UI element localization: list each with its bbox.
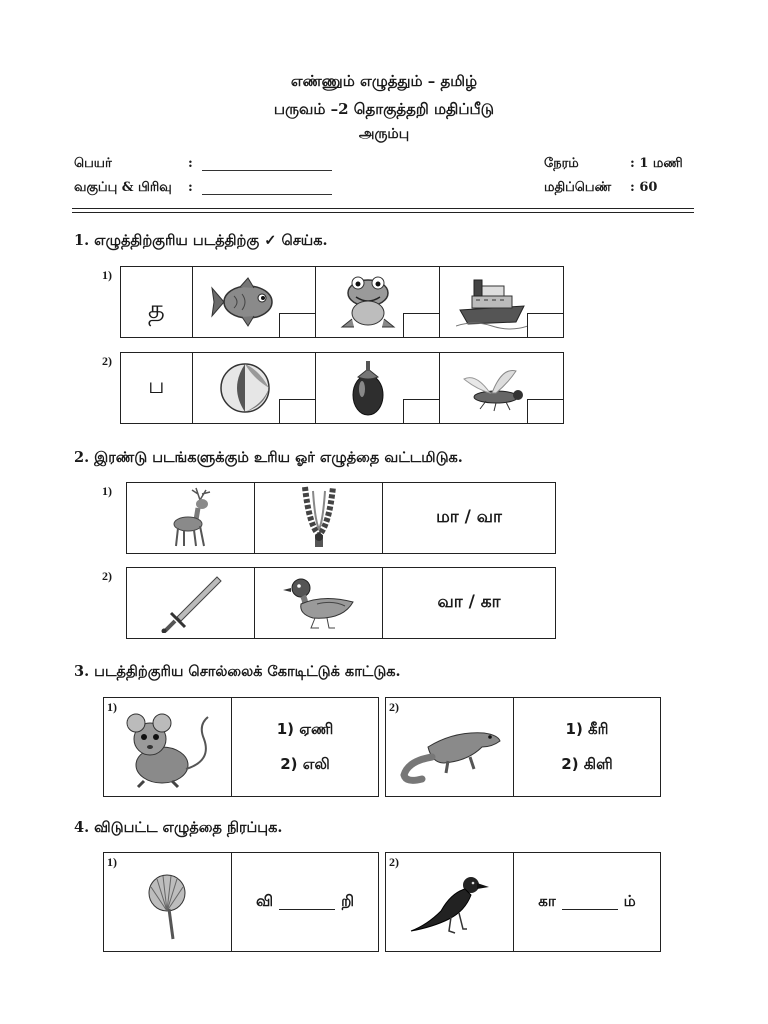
level-label: அரும்பு (358, 126, 410, 142)
word-start: கா (538, 892, 556, 910)
question-2-heading: 2. இரண்டு படங்களுக்கும் உரிய ஓர் எழுத்தை வட்டமிடுக. (74, 449, 463, 466)
fish-cell (193, 267, 316, 337)
question-3-heading: 3. படத்திற்குரிய சொல்லைக் கோடிட்டுக் காட்டுக. (74, 663, 401, 680)
q2-row2 (126, 567, 556, 639)
question-1-heading: 1. எழுத்திற்குரிய படத்திற்கு ✓ செய்க. (74, 232, 328, 249)
tick-box[interactable] (403, 313, 439, 337)
name-colon: : (188, 156, 193, 171)
ball-cell (193, 353, 316, 423)
option-1[interactable]: 1) ஏணி (276, 719, 334, 738)
crow-image (407, 871, 493, 941)
marks-label: மதிப்பெண் (544, 180, 612, 195)
sword-image (159, 573, 223, 633)
option-2[interactable]: 2) கிளி (561, 754, 613, 773)
q3-item2-number: 2) (389, 700, 399, 714)
answer-options[interactable]: மா / வா (436, 507, 502, 527)
class-colon: : (188, 180, 193, 195)
q1-row1 (120, 266, 564, 338)
q4-item1 (103, 852, 379, 952)
duck-cell (255, 568, 383, 638)
fly-cell (440, 353, 563, 423)
name-field[interactable] (202, 170, 332, 171)
garland-image (299, 485, 339, 551)
q2-row1 (126, 482, 556, 554)
divider-bottom (72, 212, 694, 213)
deer-image (168, 486, 214, 550)
tick-box[interactable] (279, 313, 315, 337)
fish-image (210, 274, 280, 330)
duck-image (283, 574, 355, 632)
brinjal-image (346, 359, 390, 417)
mouse-image (120, 711, 216, 791)
q3-item1-number: 1) (107, 700, 117, 714)
answer-blank[interactable] (562, 895, 618, 910)
letter-pa: ப (148, 374, 165, 399)
q3-item2 (385, 697, 661, 797)
fly-image (456, 363, 528, 413)
letter-cell (121, 267, 193, 337)
options-cell (383, 483, 555, 553)
deer-cell (127, 483, 255, 553)
q2-row1-number: 1) (102, 484, 112, 498)
q1-row2 (120, 352, 564, 424)
option-1[interactable]: 1) கீரி (565, 719, 609, 738)
tick-box[interactable] (403, 399, 439, 423)
ship-cell (440, 267, 563, 337)
mongoose-image (398, 717, 502, 787)
name-label: பெயர் (74, 156, 112, 171)
options-cell (383, 568, 555, 638)
word-end: றி (341, 892, 354, 910)
fill-cell (232, 853, 378, 951)
marks-value: : 60 (630, 180, 658, 195)
garland-cell (255, 483, 383, 553)
q4-item2-number: 2) (389, 855, 399, 869)
frog-cell (316, 267, 439, 337)
q1-row1-number: 1) (102, 268, 112, 282)
word-end: ம் (623, 892, 636, 910)
sword-cell (127, 568, 255, 638)
ship-image (456, 274, 528, 330)
tick-box[interactable] (527, 313, 563, 337)
option-2[interactable]: 2) எலி (280, 754, 330, 773)
fill-cell (514, 853, 660, 951)
answer-options[interactable]: வா / கா (437, 592, 501, 612)
letter-tha: த (147, 294, 165, 325)
fan-image (143, 871, 193, 941)
word-start: வி (256, 892, 274, 910)
q4-item1-number: 1) (107, 855, 117, 869)
time-value: : 1 மணி (630, 156, 683, 171)
tick-box[interactable] (279, 399, 315, 423)
q1-row2-number: 2) (102, 354, 112, 368)
divider-top (72, 208, 694, 209)
crow-cell (386, 853, 514, 951)
time-label: நேரம் (544, 156, 579, 171)
question-4-heading: 4. விடுபட்ட எழுத்தை நிரப்புக. (74, 819, 283, 836)
fan-cell (104, 853, 232, 951)
page-subtitle: பருவம் –2 தொகுத்தறி மதிப்பீடு (273, 100, 495, 118)
page-title: எண்ணும் எழுத்தும் – தமிழ் (290, 72, 478, 90)
q2-row2-number: 2) (102, 569, 112, 583)
frog-image (336, 273, 400, 331)
class-field[interactable] (202, 194, 332, 195)
answer-blank[interactable] (279, 895, 335, 910)
tick-box[interactable] (527, 399, 563, 423)
letter-cell (121, 353, 193, 423)
class-label: வகுப்பு & பிரிவு (74, 180, 172, 195)
options-cell (232, 698, 378, 796)
brinjal-cell (316, 353, 439, 423)
options-cell (514, 698, 660, 796)
ball-image (215, 360, 275, 416)
q4-item2 (385, 852, 661, 952)
q3-item1 (103, 697, 379, 797)
mongoose-cell (386, 698, 514, 796)
mouse-cell (104, 698, 232, 796)
